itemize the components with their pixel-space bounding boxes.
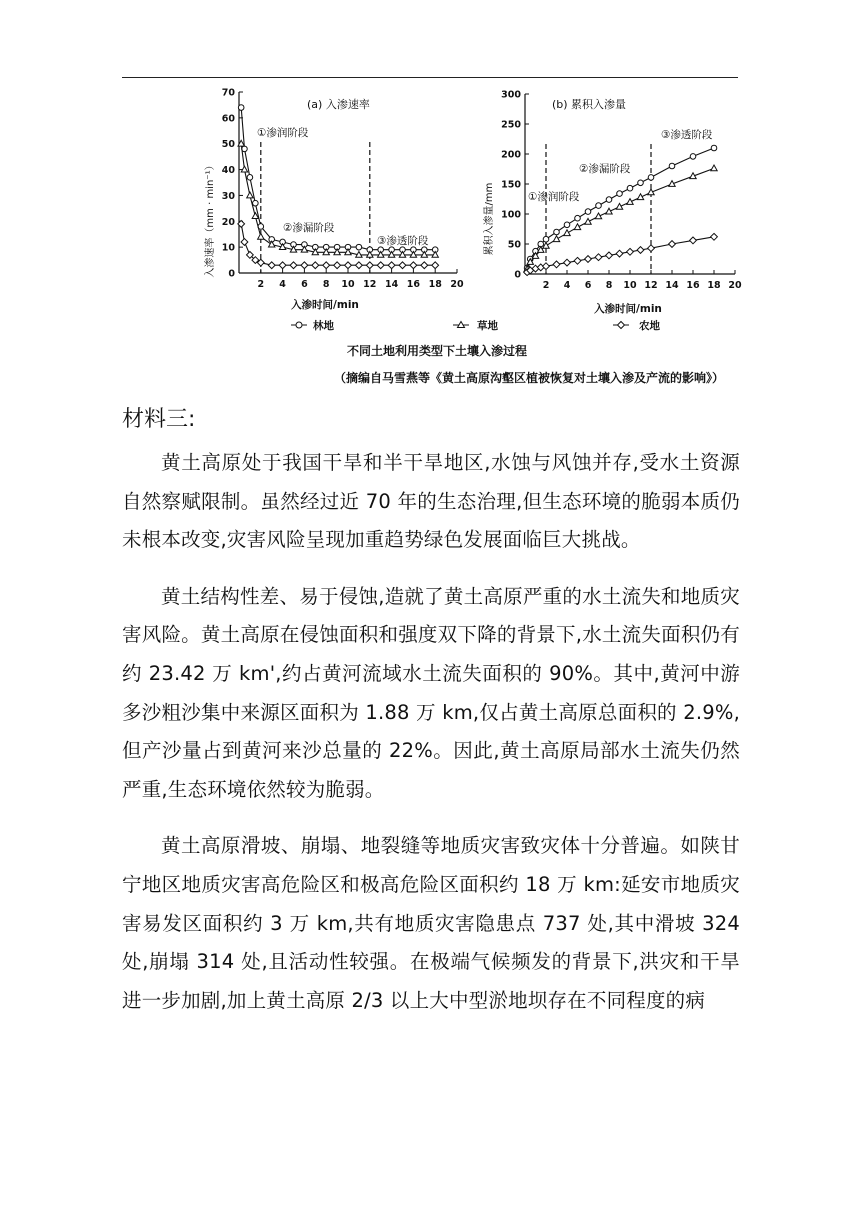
body-text — [122, 444, 740, 1038]
y-tick-label: 300 — [501, 89, 521, 101]
data-point-triangle — [711, 165, 717, 171]
paragraph-3: 黄土高原滑坡、崩塌、地裂缝等地质灾害致灾体十分普遍。如陕甘宁地区地质灾害高危险区和极高危险区面积约 18 万 km:延安市地质灾害易发区面积约 3 万 km,共有地质灾害隐患点 737 处,其中滑坡 324 处,崩塌 314 处,且活动性较强。在极端气候频发的背景下,洪灾和干旱进一步加剧,加上黄土高原 2/3 以上大中型淤地坝存在不同程度的病 — [122, 834, 740, 1012]
data-point-diamond — [301, 262, 308, 269]
data-point-diamond — [606, 252, 613, 259]
data-point-triangle — [247, 192, 253, 198]
legend-marker-diamond-icon — [618, 322, 625, 329]
data-point-diamond — [627, 248, 634, 255]
data-point-diamond — [377, 262, 384, 269]
data-point-triangle — [585, 218, 591, 224]
x-tick-label: 12 — [363, 279, 377, 290]
x-tick-label: 16 — [406, 279, 421, 290]
legend-label-grass: 草地 — [477, 320, 498, 332]
x-tick-label: 8 — [322, 279, 330, 290]
x-tick-label: 14 — [384, 279, 399, 290]
data-point-circle — [596, 203, 602, 209]
data-point-circle — [238, 105, 244, 111]
figure-source: （摘编自马雪燕等《黄土高原沟壑区植被恢复对土壤入渗及产流的影响》） — [333, 371, 725, 385]
data-point-circle — [627, 185, 633, 191]
data-point-diamond — [432, 262, 439, 269]
panel-b-stage3: ③渗透阶段 — [661, 129, 713, 141]
y-tick-label: 250 — [501, 119, 521, 131]
panel-a-xlabel: 入渗时间/min — [291, 299, 359, 311]
y-tick-label: 10 — [221, 242, 235, 254]
y-tick-label: 0 — [514, 269, 521, 281]
y-tick-label: 150 — [501, 179, 521, 191]
data-point-triangle — [574, 224, 580, 230]
figure — [195, 84, 755, 396]
data-point-diamond — [648, 245, 655, 252]
panel-b-title: (b) 累积入渗量 — [552, 98, 627, 111]
data-point-diamond — [711, 233, 718, 240]
x-tick-label: 10 — [623, 280, 637, 291]
y-tick-label: 30 — [221, 190, 235, 202]
x-tick-label: 12 — [644, 280, 658, 291]
panel-b-stage1: ①渗润阶段 — [528, 191, 580, 203]
data-point-circle — [711, 145, 717, 151]
data-point-diamond — [399, 262, 406, 269]
legend-label-farmland: 农地 — [639, 320, 660, 332]
y-tick-label: 100 — [501, 209, 521, 221]
data-point-circle — [606, 197, 612, 203]
data-point-diamond — [366, 262, 373, 269]
panel-b-stage2: ②渗漏阶段 — [579, 163, 631, 175]
x-tick-label: 6 — [584, 280, 592, 291]
data-point-diamond — [595, 254, 602, 261]
panel-a-stage3: ③渗透阶段 — [377, 235, 429, 247]
data-point-circle — [638, 180, 644, 186]
data-point-diamond — [585, 256, 592, 263]
section-label: 材料三: — [122, 407, 196, 432]
panel-a-ylabel: 入渗速率（mm · min⁻¹） — [205, 160, 216, 278]
x-tick-label: 18 — [707, 280, 721, 291]
legend-item-forest — [291, 319, 334, 332]
data-point-diamond — [669, 241, 676, 248]
data-point-diamond — [345, 262, 352, 269]
data-point-diamond — [410, 262, 417, 269]
x-tick-label: 6 — [301, 279, 308, 290]
x-tick-label: 4 — [279, 279, 286, 290]
x-tick-label: 20 — [450, 279, 464, 290]
data-point-circle — [247, 175, 253, 181]
data-point-circle — [585, 209, 591, 215]
data-point-circle — [356, 244, 362, 250]
x-tick-label: 14 — [665, 280, 679, 291]
y-tick-label: 40 — [221, 165, 235, 177]
paragraph-2: 黄土结构性差、易于侵蚀,造就了黄土高原严重的水土流失和地质灾害风险。黄土高原在侵蚀面积和强度双下降的背景下,水土流失面积仍有约 23.42 万 km',约占黄河流域水土流失面积的 90%。其中,黄河中游多沙粗沙集中来源区面积为 1.88 万 km,仅占黄土高原总面积的 2.9%,但产沙量占到黄河来沙总量的 22%。因此,黄土高原局部水土流失仍然严重,生态环境依然较为脆弱。 — [122, 584, 740, 801]
data-point-diamond — [564, 259, 571, 266]
data-point-diamond — [268, 262, 275, 269]
panel-a-title: (a) 入渗速率 — [307, 98, 370, 111]
data-point-circle — [575, 215, 581, 221]
panel-a-stage1: ①渗润阶段 — [257, 127, 309, 139]
data-point-diamond — [553, 261, 560, 268]
x-tick-label: 16 — [686, 280, 700, 291]
data-point-diamond — [241, 239, 248, 246]
y-tick-label: 50 — [221, 139, 235, 151]
legend — [291, 319, 660, 332]
data-point-triangle — [564, 230, 570, 236]
y-tick-label: 60 — [221, 113, 235, 125]
figure-caption: 不同土地利用类型下土壤入渗过程 — [346, 344, 528, 358]
figure-canvas — [195, 84, 755, 396]
legend-item-grass — [453, 319, 498, 332]
data-point-diamond — [637, 247, 644, 254]
data-point-diamond — [290, 262, 297, 269]
x-tick-label: 18 — [428, 279, 442, 290]
data-point-circle — [690, 154, 696, 160]
data-point-diamond — [421, 262, 428, 269]
y-tick-label: 200 — [501, 149, 521, 161]
x-tick-label: 4 — [563, 280, 571, 291]
data-point-diamond — [312, 262, 319, 269]
data-point-triangle — [258, 233, 264, 239]
data-point-diamond — [616, 250, 623, 257]
data-point-diamond — [388, 262, 395, 269]
data-point-triangle — [553, 236, 559, 242]
data-point-diamond — [334, 262, 341, 269]
y-tick-label: 70 — [221, 87, 235, 99]
data-point-circle — [543, 236, 549, 242]
legend-label-forest: 林地 — [313, 320, 334, 332]
y-tick-label: 20 — [221, 216, 235, 228]
data-point-circle — [648, 175, 654, 181]
y-tick-label: 0 — [228, 268, 235, 280]
y-tick-label: 50 — [507, 239, 521, 251]
data-point-triangle — [269, 241, 275, 247]
x-tick-label: 20 — [728, 280, 742, 291]
data-point-circle — [617, 191, 623, 197]
x-tick-label: 2 — [257, 279, 265, 290]
data-point-diamond — [279, 262, 286, 269]
paragraph-1: 黄土高原处于我国干旱和半干旱地区,水蚀与风蚀并存,受水土资源自然察赋限制。虽然经过近 70 年的生态治理,但生态环境的脆弱本质仍未根本改变,灾害风险呈现加重趋势绿色发展面临巨大挑战。 — [122, 451, 740, 552]
x-tick-label: 2 — [542, 280, 550, 291]
x-tick-label: 10 — [341, 279, 355, 290]
data-point-diamond — [574, 257, 581, 264]
data-point-circle — [564, 222, 570, 228]
legend-item-farmland — [613, 319, 660, 332]
chart-panel-a — [222, 88, 464, 291]
legend-marker-circle-icon — [296, 322, 302, 328]
top-rule — [122, 77, 738, 78]
data-point-diamond — [690, 237, 697, 244]
data-point-circle — [253, 200, 259, 206]
data-point-diamond — [356, 262, 363, 269]
panel-a-stage2: ②渗漏阶段 — [283, 222, 335, 234]
x-tick-label: 8 — [605, 280, 613, 291]
data-point-circle — [669, 163, 675, 169]
data-point-circle — [554, 229, 560, 235]
data-point-diamond — [323, 262, 330, 269]
panel-b-xlabel: 入渗时间/min — [594, 303, 662, 315]
panel-b-ylabel: 累积入渗量/mm — [484, 182, 495, 256]
